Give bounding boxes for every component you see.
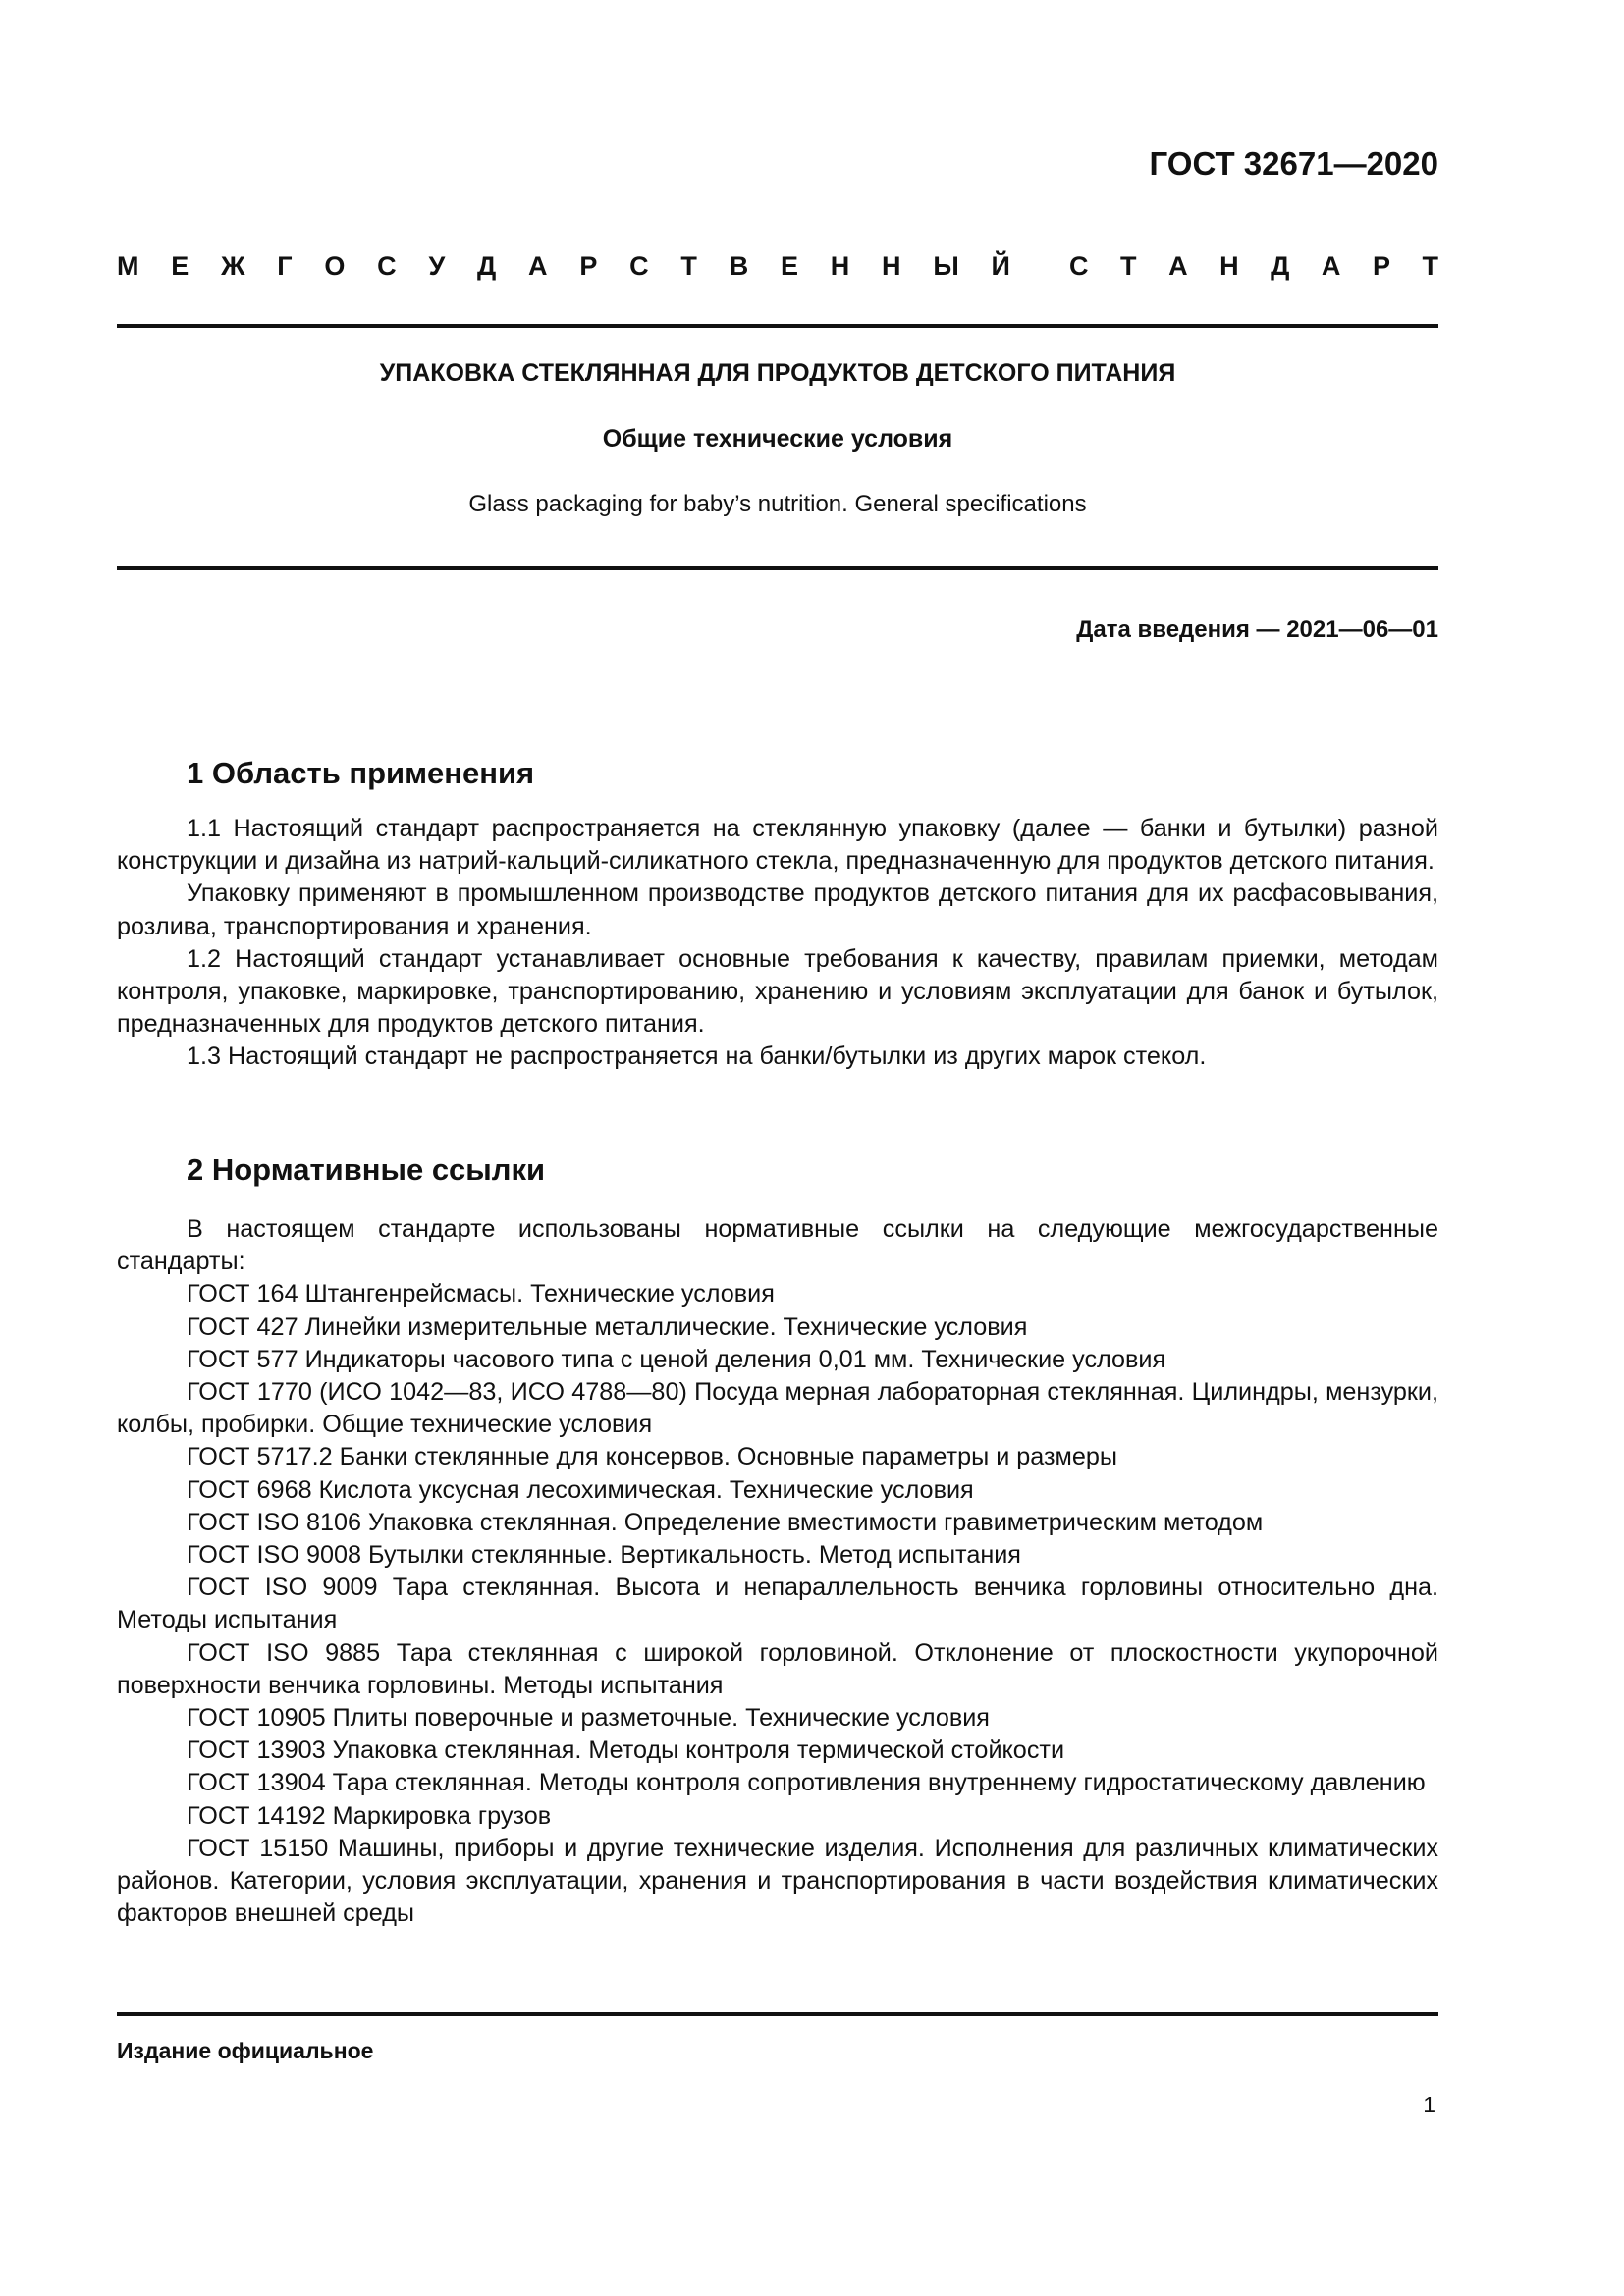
banner-letter: Е	[171, 251, 189, 281]
banner-letter: Т	[1120, 251, 1137, 281]
section-heading-scope: 1 Область применения	[187, 756, 535, 790]
reference-item: ГОСТ 5717.2 Банки стеклянные для консервов. Основные параметры и размеры	[187, 1443, 1117, 1471]
document-number: ГОСТ 32671—2020	[1149, 145, 1438, 182]
banner-letter: С	[377, 251, 397, 281]
section-body-scope	[117, 813, 1438, 1074]
banner-letter: О	[324, 251, 346, 281]
banner-letter: У	[428, 251, 446, 281]
title-divider	[117, 566, 1438, 570]
reference-item: ГОСТ 13904 Тара стеклянная. Методы контроля сопротивления внутреннему гидростатическому давлению	[187, 1769, 1426, 1797]
interstate-standard-banner	[117, 251, 1438, 282]
banner-letter: М	[117, 251, 139, 281]
standard-word	[1069, 251, 1438, 282]
reference-item: ГОСТ ISO 9008 Бутылки стеклянные. Вертикальность. Метод испытания	[187, 1541, 1021, 1570]
banner-letter: С	[1069, 251, 1089, 281]
standard-title: УПАКОВКА СТЕКЛЯННАЯ ДЛЯ ПРОДУКТОВ ДЕТСКОГО ПИТАНИЯ	[379, 359, 1176, 387]
banner-letter: А	[1321, 251, 1341, 281]
reference-item: ГОСТ 13903 Упаковка стеклянная. Методы контроля термической стойкости	[187, 1736, 1065, 1765]
reference-item: ГОСТ 164 Штангенрейсмасы. Технические условия	[187, 1280, 775, 1308]
header-divider	[117, 324, 1438, 328]
paragraph: 1.3 Настоящий стандарт не распространяется на банки/бутылки из других марок стекол.	[187, 1042, 1207, 1071]
introduction-date: Дата введения — 2021—06—01	[1076, 616, 1438, 643]
reference-item: ГОСТ 15150 Машины, приборы и другие технические изделия. Исполнения для различных климатических районов. Категории, условия эксплуатации, хранения и транспортирования в части воздействия климатических факторов внешней среды	[117, 1834, 1438, 1928]
banner-letter: Г	[277, 251, 293, 281]
official-edition-label: Издание официальное	[117, 2038, 374, 2063]
banner-letter: Р	[579, 251, 598, 281]
banner-letter: С	[629, 251, 649, 281]
reference-item: ГОСТ ISO 9885 Тара стеклянная с широкой горловиной. Отклонение от плоскостности укупорочной поверхности венчика горловины. Методы испытания	[117, 1638, 1438, 1699]
banner-letter: Н	[1219, 251, 1239, 281]
paragraph: В настоящем стандарте использованы нормативные ссылки на следующие межгосударственные стандарты:	[117, 1215, 1438, 1276]
section-heading-normative-references: 2 Нормативные ссылки	[187, 1152, 546, 1187]
section-body-normative-references	[117, 1213, 1438, 1930]
reference-item: ГОСТ ISO 9009 Тара стеклянная. Высота и непараллельность венчика горловины относительно дна. Методы испытания	[117, 1574, 1438, 1634]
english-title: Glass packaging for baby’s nutrition. General specifications	[468, 491, 1087, 517]
banner-letter: Ы	[933, 251, 959, 281]
footer-divider	[117, 2012, 1438, 2016]
banner-letter: Н	[882, 251, 901, 281]
paragraph: 1.1 Настоящий стандарт распространяется на стеклянную упаковку (далее — банки и бутылки) разной конструкции и дизайна из натрий-кальций-силикатного стекла, предназначенную для продуктов детского питания.	[117, 815, 1438, 876]
reference-item: ГОСТ 577 Индикаторы часового типа с ценой деления 0,01 мм. Технические условия	[187, 1345, 1166, 1373]
banner-letter: Й	[991, 251, 1010, 281]
paragraph: 1.2 Настоящий стандарт устанавливает основные требования к качеству, правилам приемки, методам контроля, упаковке, маркировке, транспортированию, хранению и условиям эксплуатации для банок и бутылок, предназначенных для продуктов детского питания.	[117, 944, 1438, 1039]
reference-item: ГОСТ 6968 Кислота уксусная лесохимическая. Технические условия	[187, 1475, 974, 1504]
interstate-word	[117, 251, 1010, 282]
page-number: 1	[1423, 2092, 1435, 2117]
banner-letter: Д	[1271, 251, 1290, 281]
paragraph: Упаковку применяют в промышленном производстве продуктов детского питания для их расфасовывания, розлива, транспортирования и хранения.	[117, 880, 1438, 940]
banner-letter: Ж	[221, 251, 245, 281]
standard-subtitle: Общие технические условия	[602, 425, 953, 453]
banner-letter: А	[1168, 251, 1188, 281]
banner-letter: А	[528, 251, 548, 281]
banner-letter: Е	[780, 251, 798, 281]
banner-letter: Т	[1422, 251, 1438, 281]
banner-letter: Н	[830, 251, 850, 281]
banner-letter: В	[729, 251, 749, 281]
reference-item: ГОСТ 427 Линейки измерительные металлические. Технические условия	[187, 1312, 1028, 1341]
banner-letter: Р	[1372, 251, 1390, 281]
reference-item: ГОСТ 1770 (ИСО 1042—83, ИСО 4788—80) Посуда мерная лабораторная стеклянная. Цилиндры, мензурки, колбы, пробирки. Общие технические условия	[117, 1378, 1438, 1439]
reference-item: ГОСТ 10905 Плиты поверочные и разметочные. Технические условия	[187, 1704, 990, 1733]
reference-item: ГОСТ ISO 8106 Упаковка стеклянная. Определение вместимости гравиметрическим методом	[187, 1508, 1264, 1536]
banner-letter: Т	[680, 251, 697, 281]
reference-item: ГОСТ 14192 Маркировка грузов	[187, 1801, 552, 1830]
banner-letter: Д	[477, 251, 497, 281]
